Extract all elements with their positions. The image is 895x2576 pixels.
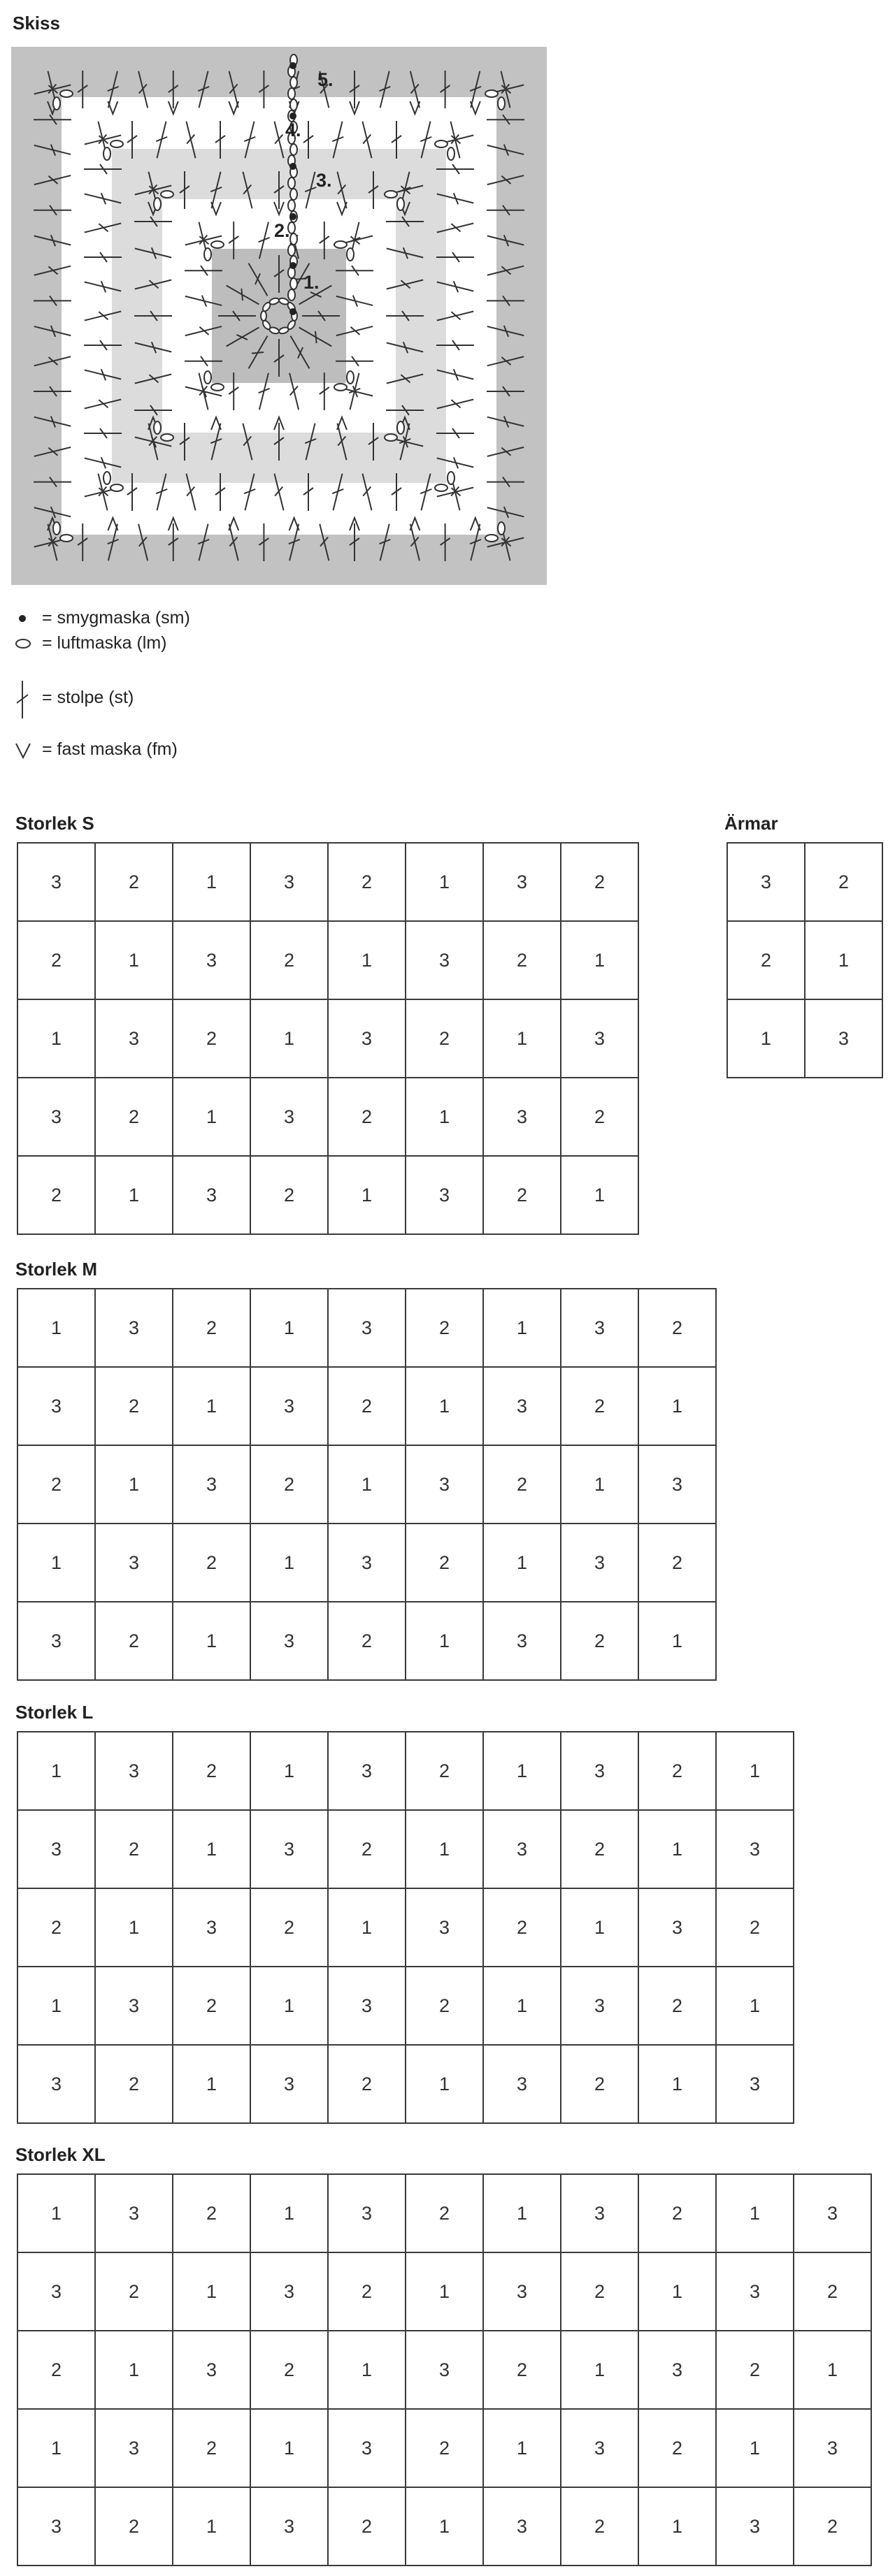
grid-cell: 3 (328, 1732, 406, 1810)
grid-cell: 2 (483, 921, 561, 999)
grid-cell: 1 (638, 2045, 716, 2123)
grid-cell: 1 (638, 1367, 716, 1445)
grid-cell: 1 (250, 1967, 328, 2045)
grid-cell: 1 (328, 1888, 406, 1967)
grid-cell: 2 (638, 1289, 716, 1367)
grid-cell: 2 (638, 1524, 716, 1602)
grid-cell: 2 (328, 1367, 406, 1445)
grid-row (17, 1156, 638, 1234)
grid-cell: 2 (95, 843, 173, 921)
grid-cell: 1 (95, 1156, 173, 1234)
grid-cell: 3 (638, 2331, 716, 2409)
grid-cell: 2 (17, 2331, 95, 2409)
grid-cell: 3 (95, 1732, 173, 1810)
chain-stitch-symbol (334, 384, 347, 391)
chain-stitch-symbol (290, 77, 297, 88)
chain-stitch-symbol (290, 278, 297, 289)
grid-cell: 1 (727, 999, 805, 1078)
grid-cell: 1 (173, 1810, 250, 1888)
grid-cell: 1 (250, 2174, 328, 2252)
grid-cell: 2 (638, 1732, 716, 1810)
grid-cell: 3 (250, 2045, 328, 2123)
grid-cell: 1 (406, 2045, 483, 2123)
chain-stitch-symbol (53, 97, 60, 110)
grid-cell: 3 (173, 1445, 250, 1524)
grid-cell: 1 (638, 1602, 716, 1680)
grid-cell: 3 (483, 1367, 561, 1445)
grid-cell: 3 (95, 1967, 173, 2045)
chain-stitch-symbol (290, 189, 297, 200)
grid-cell: 2 (561, 1078, 638, 1156)
grid-cell: 3 (17, 1367, 95, 1445)
grid-cell: 2 (250, 1156, 328, 1234)
grid-cell: 1 (638, 1810, 716, 1888)
grid-cell: 2 (406, 2174, 483, 2252)
grid-cell: 1 (561, 921, 638, 999)
grid-cell: 3 (173, 1156, 250, 1234)
grid-cell: 3 (794, 2174, 871, 2252)
grid-row (17, 1810, 794, 1888)
grid-cell: 1 (95, 1445, 173, 1524)
grid-cell: 3 (328, 1967, 406, 2045)
grid-cell: 2 (483, 1888, 561, 1967)
chain-stitch-symbol (14, 633, 35, 654)
grid-cell: 2 (250, 921, 328, 999)
grid-cell: 2 (638, 2409, 716, 2487)
grid-cell: 1 (483, 999, 561, 1078)
legend-item-label: = smygmaska (sm) (42, 608, 190, 628)
slip-stitch-symbol (289, 308, 296, 315)
grid-cell: 3 (250, 1602, 328, 1680)
size-xl-grid (17, 2173, 872, 2566)
grid-cell: 1 (406, 1078, 483, 1156)
grid-cell: 2 (561, 1367, 638, 1445)
grid-cell: 3 (250, 2487, 328, 2566)
chain-stitch-symbol (485, 535, 498, 542)
chain-stitch-symbol (397, 421, 404, 434)
grid-cell: 1 (561, 1445, 638, 1524)
chain-stitch-symbol (110, 140, 123, 147)
chain-stitch-symbol (290, 144, 297, 155)
grid-cell: 1 (483, 2409, 561, 2487)
grid-cell: 1 (561, 2331, 638, 2409)
grid-row (17, 2045, 794, 2123)
chain-stitch-symbol (103, 472, 110, 484)
grid-cell: 3 (561, 1524, 638, 1602)
grid-cell: 1 (250, 1732, 328, 1810)
grid-cell: 1 (805, 921, 882, 999)
grid-cell: 1 (250, 1524, 328, 1602)
grid-cell: 3 (716, 1810, 794, 1888)
grid-cell: 1 (483, 1289, 561, 1367)
grid-cell: 3 (716, 2252, 794, 2331)
chain-stitch-symbol (261, 311, 266, 321)
grid-cell: 1 (328, 1156, 406, 1234)
grid-row (17, 1524, 716, 1602)
grid-cell: 3 (561, 1289, 638, 1367)
grid-cell: 1 (638, 2487, 716, 2566)
grid-row (17, 2174, 871, 2252)
chain-stitch-symbol (288, 289, 295, 301)
grid-cell: 1 (406, 1602, 483, 1680)
grid-cell: 2 (95, 2487, 173, 2566)
grid-cell: 3 (561, 999, 638, 1078)
grid-cell: 2 (328, 1602, 406, 1680)
grid-row (17, 1367, 716, 1445)
grid-cell: 3 (17, 2252, 95, 2331)
treble-crochet-symbol (14, 679, 35, 721)
size-xl-heading: Storlek XL (15, 2144, 106, 2165)
size-l-heading: Storlek L (15, 1702, 94, 1723)
grid-cell: 3 (561, 1732, 638, 1810)
grid-cell: 2 (17, 1156, 95, 1234)
slip-stitch-symbol (289, 113, 296, 120)
grid-cell: 3 (95, 2174, 173, 2252)
chain-stitch-symbol (448, 147, 454, 160)
grid-cell: 1 (483, 1524, 561, 1602)
grid-cell: 2 (328, 2252, 406, 2331)
chain-stitch-symbol (211, 384, 224, 391)
grid-cell: 1 (95, 2331, 173, 2409)
grid-cell: 2 (483, 1156, 561, 1234)
grid-row (17, 1967, 794, 2045)
grid-cell: 2 (716, 2331, 794, 2409)
grid-cell: 3 (250, 1078, 328, 1156)
chain-stitch-symbol (204, 371, 211, 384)
grid-cell: 1 (173, 2252, 250, 2331)
grid-cell: 1 (173, 1602, 250, 1680)
grid-cell: 1 (483, 1967, 561, 2045)
chain-stitch-symbol (290, 99, 297, 110)
legend-item-label: = stolpe (st) (42, 688, 134, 707)
grid-cell: 1 (173, 1367, 250, 1445)
grid-row (17, 2409, 871, 2487)
grid-cell: 2 (406, 999, 483, 1078)
grid-cell: 1 (716, 2409, 794, 2487)
chain-stitch-symbol (154, 421, 161, 434)
grid-cell: 3 (17, 1810, 95, 1888)
grid-cell: 2 (173, 1524, 250, 1602)
chain-stitch-symbol (53, 522, 60, 535)
grid-cell: 3 (638, 1445, 716, 1524)
grid-cell: 3 (17, 2487, 95, 2566)
grid-cell: 3 (173, 1888, 250, 1967)
chain-stitch-symbol (448, 472, 454, 484)
size-m-grid (17, 1288, 717, 1681)
grid-cell: 2 (95, 1602, 173, 1680)
grid-cell: 1 (173, 2487, 250, 2566)
grid-cell: 2 (328, 2487, 406, 2566)
chain-stitch-symbol (347, 248, 354, 261)
slip-stitch-symbol (289, 62, 296, 69)
grid-cell: 1 (483, 1732, 561, 1810)
single-crochet-symbol (14, 739, 35, 760)
grid-cell: 2 (17, 1888, 95, 1967)
grid-cell: 2 (328, 1810, 406, 1888)
grid-cell: 2 (727, 921, 805, 999)
chain-stitch-symbol (498, 522, 505, 535)
grid-row (17, 1888, 794, 1967)
grid-cell: 3 (173, 921, 250, 999)
grid-cell: 1 (716, 2174, 794, 2252)
grid-cell: 2 (17, 921, 95, 999)
grid-cell: 2 (561, 2487, 638, 2566)
sleeves-grid (726, 842, 883, 1078)
grid-cell: 2 (805, 843, 882, 921)
chain-stitch-symbol (60, 90, 73, 97)
grid-cell: 1 (328, 1445, 406, 1524)
chain-stitch-symbol (498, 97, 505, 110)
grid-cell: 3 (328, 999, 406, 1078)
grid-row (17, 1078, 638, 1156)
grid-cell: 2 (17, 1445, 95, 1524)
grid-cell: 2 (328, 2045, 406, 2123)
grid-cell: 2 (406, 2409, 483, 2487)
grid-cell: 2 (406, 1967, 483, 2045)
grid-cell: 3 (406, 1888, 483, 1967)
grid-cell: 1 (250, 999, 328, 1078)
grid-cell: 1 (17, 1967, 95, 2045)
grid-row (17, 999, 638, 1078)
grid-cell: 1 (250, 1289, 328, 1367)
grid-row (17, 1602, 716, 1680)
grid-cell: 2 (561, 1810, 638, 1888)
grid-row (17, 843, 638, 921)
chain-stitch-symbol (154, 198, 161, 210)
grid-cell: 3 (328, 2174, 406, 2252)
grid-row (17, 921, 638, 999)
grid-row (17, 2331, 871, 2409)
round-number-label: 2. (274, 220, 290, 241)
round-number-label: 5. (317, 69, 334, 90)
grid-cell: 3 (483, 2045, 561, 2123)
round-number-label: 4. (285, 120, 301, 140)
grid-cell: 2 (561, 843, 638, 921)
page-title: Skiss (13, 13, 60, 34)
grid-cell: 1 (173, 1078, 250, 1156)
grid-cell: 1 (794, 2331, 871, 2409)
grid-cell: 2 (561, 1602, 638, 1680)
grid-row (17, 1445, 716, 1524)
grid-cell: 2 (95, 1810, 173, 1888)
grid-cell: 3 (406, 921, 483, 999)
slip-stitch-symbol (289, 213, 296, 220)
grid-cell: 1 (483, 2174, 561, 2252)
grid-cell: 1 (250, 2409, 328, 2487)
chain-stitch-symbol (435, 140, 448, 147)
grid-cell: 2 (328, 843, 406, 921)
chain-stitch-symbol (161, 434, 173, 441)
grid-cell: 3 (716, 2487, 794, 2566)
grid-cell: 2 (250, 1888, 328, 1967)
grid-cell: 1 (638, 2252, 716, 2331)
chain-stitch-symbol (347, 371, 354, 384)
grid-cell: 1 (17, 2409, 95, 2487)
chain-stitch-symbol (397, 198, 404, 210)
grid-cell: 2 (406, 1732, 483, 1810)
grid-cell: 2 (794, 2487, 871, 2566)
grid-row (17, 2487, 871, 2566)
grid-cell: 2 (406, 1289, 483, 1367)
grid-cell: 1 (328, 921, 406, 999)
grid-cell: 3 (95, 2409, 173, 2487)
grid-cell: 1 (561, 1156, 638, 1234)
grid-cell: 3 (250, 2252, 328, 2331)
chain-stitch-symbol (290, 233, 297, 245)
grid-cell: 3 (638, 1888, 716, 1967)
grid-cell: 2 (483, 1445, 561, 1524)
grid-cell: 3 (483, 2252, 561, 2331)
chain-stitch-symbol (288, 245, 295, 256)
grid-cell: 3 (250, 1367, 328, 1445)
grid-cell: 3 (17, 843, 95, 921)
grid-cell: 2 (95, 2045, 173, 2123)
grid-cell: 2 (561, 2252, 638, 2331)
grid-cell: 2 (173, 1289, 250, 1367)
grid-row (727, 999, 882, 1078)
grid-cell: 3 (173, 2331, 250, 2409)
chain-stitch-symbol (288, 200, 295, 211)
grid-cell: 3 (483, 1810, 561, 1888)
grid-cell: 2 (95, 2252, 173, 2331)
chain-stitch-symbol (485, 90, 498, 97)
chain-stitch-symbol (161, 191, 173, 198)
grid-cell: 3 (483, 1078, 561, 1156)
grid-cell: 1 (406, 2487, 483, 2566)
grid-cell: 3 (328, 2409, 406, 2487)
sleeves-heading: Ärmar (724, 813, 778, 834)
size-m-heading: Storlek M (15, 1259, 98, 1280)
slip-stitch-symbol (289, 262, 296, 269)
grid-cell: 2 (561, 2045, 638, 2123)
grid-cell: 1 (17, 1524, 95, 1602)
grid-cell: 2 (173, 2409, 250, 2487)
round-number-label: 1. (303, 272, 320, 293)
crochet-square-chart (11, 47, 547, 585)
grid-cell: 2 (173, 1732, 250, 1810)
slip-stitch-symbol (289, 163, 296, 170)
round-number-label: 3. (316, 170, 332, 191)
grid-cell: 1 (95, 921, 173, 999)
grid-cell: 2 (95, 1367, 173, 1445)
grid-cell: 2 (483, 2331, 561, 2409)
grid-cell: 3 (716, 2045, 794, 2123)
grid-cell: 1 (406, 1367, 483, 1445)
grid-row (727, 921, 882, 999)
grid-cell: 3 (17, 1078, 95, 1156)
chain-stitch-symbol (385, 434, 397, 441)
grid-cell: 3 (727, 843, 805, 921)
grid-cell: 3 (328, 1289, 406, 1367)
grid-cell: 1 (406, 843, 483, 921)
grid-cell: 1 (17, 1732, 95, 1810)
chain-stitch-symbol (110, 484, 123, 491)
grid-row (17, 1289, 716, 1367)
grid-cell: 1 (561, 1888, 638, 1967)
grid-cell: 3 (95, 999, 173, 1078)
grid-cell: 3 (406, 2331, 483, 2409)
slip-stitch-symbol (14, 608, 35, 629)
grid-row (17, 1732, 794, 1810)
grid-row (727, 843, 882, 921)
chain-stitch-symbol (288, 88, 295, 99)
grid-cell: 3 (483, 2487, 561, 2566)
grid-cell: 2 (406, 1524, 483, 1602)
grid-cell: 1 (716, 1967, 794, 2045)
grid-cell: 2 (173, 1967, 250, 2045)
grid-cell: 3 (250, 1810, 328, 1888)
grid-cell: 2 (250, 2331, 328, 2409)
grid-cell: 1 (716, 1732, 794, 1810)
grid-cell: 1 (95, 1888, 173, 1967)
chain-stitch-symbol (60, 535, 73, 542)
chain-stitch-symbol (385, 191, 397, 198)
grid-cell: 1 (17, 1289, 95, 1367)
size-s-heading: Storlek S (15, 813, 94, 834)
chain-stitch-symbol (211, 241, 224, 248)
grid-cell: 3 (561, 1967, 638, 2045)
grid-cell: 1 (173, 843, 250, 921)
chain-stitch-symbol (103, 147, 110, 160)
grid-cell: 3 (17, 1602, 95, 1680)
grid-cell: 2 (638, 2174, 716, 2252)
grid-cell: 2 (173, 2174, 250, 2252)
grid-cell: 2 (716, 1888, 794, 1967)
grid-cell: 1 (328, 2331, 406, 2409)
grid-cell: 3 (483, 843, 561, 921)
grid-cell: 2 (95, 1078, 173, 1156)
grid-cell: 2 (328, 1078, 406, 1156)
grid-cell: 3 (483, 1602, 561, 1680)
size-s-grid (17, 842, 639, 1235)
grid-cell: 3 (95, 1524, 173, 1602)
grid-cell: 2 (794, 2252, 871, 2331)
grid-cell: 3 (95, 1289, 173, 1367)
chain-stitch-symbol (435, 484, 448, 491)
grid-cell: 3 (561, 2409, 638, 2487)
size-l-grid (17, 1731, 794, 2124)
chain-stitch-symbol (204, 248, 211, 261)
grid-cell: 2 (250, 1445, 328, 1524)
grid-cell: 1 (406, 2252, 483, 2331)
grid-cell: 2 (173, 999, 250, 1078)
grid-cell: 1 (17, 999, 95, 1078)
grid-cell: 2 (638, 1967, 716, 2045)
chain-stitch-symbol (334, 241, 347, 248)
grid-cell: 1 (173, 2045, 250, 2123)
grid-cell: 3 (328, 1524, 406, 1602)
grid-cell: 1 (406, 1810, 483, 1888)
grid-cell: 1 (17, 2174, 95, 2252)
grid-cell: 3 (406, 1156, 483, 1234)
legend-item-label: = luftmaska (lm) (42, 633, 167, 653)
grid-cell: 3 (406, 1445, 483, 1524)
chain-stitch-symbol (288, 178, 295, 189)
legend-item-label: = fast maska (fm) (42, 739, 178, 759)
grid-row (17, 2252, 871, 2331)
grid-cell: 3 (561, 2174, 638, 2252)
grid-cell: 3 (794, 2409, 871, 2487)
grid-cell: 3 (250, 843, 328, 921)
grid-cell: 3 (17, 2045, 95, 2123)
grid-cell: 3 (805, 999, 882, 1078)
